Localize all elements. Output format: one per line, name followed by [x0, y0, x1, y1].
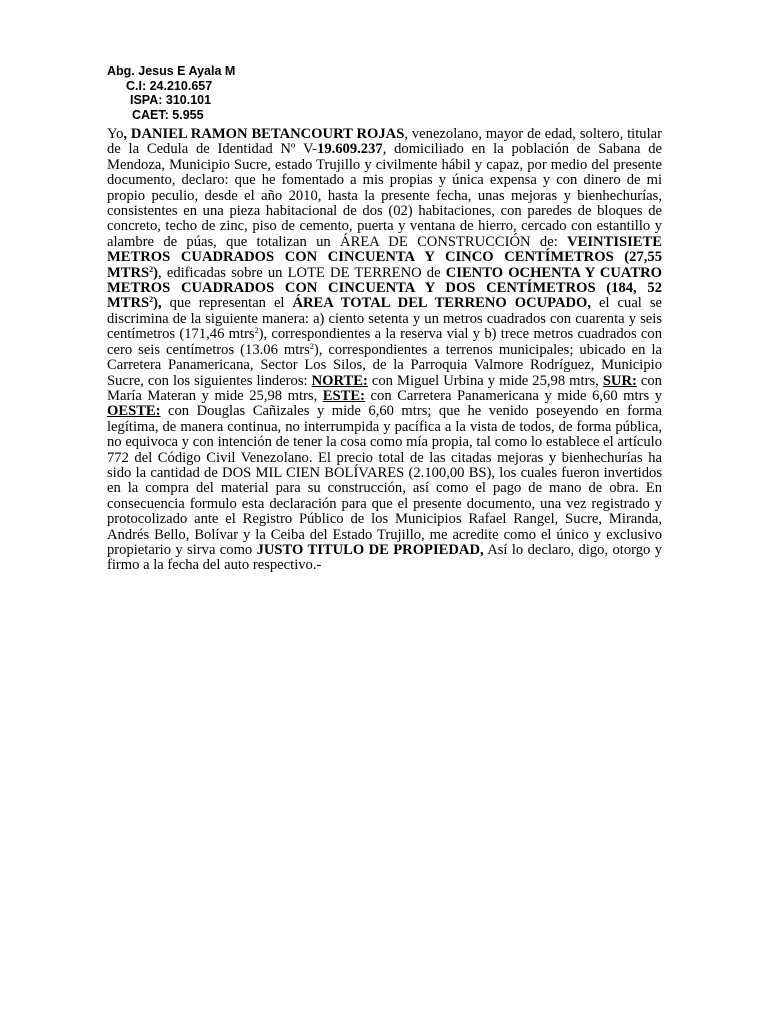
- lawyer-caet: CAET: 5.955: [132, 107, 204, 122]
- text-segment: el cual se discrimina de la siguiente manera: a) ciento setenta y un metros cuadrados con cuarenta y seis centímetros (171,46 mtrs: [107, 295, 662, 343]
- boundary-east: ESTE:: [322, 387, 365, 404]
- lawyer-header: [107, 64, 235, 122]
- declaration-body: [107, 127, 662, 574]
- lawyer-ci: C.I: 24.210.657: [126, 78, 213, 93]
- text-segment: , edificadas sobre un LOTE DE TERRENO de: [158, 264, 446, 281]
- text-segment: VEINTISIETE METROS CUADRADOS CON CINCUENTA Y CINCO CENTÍMETROS (27,55 MTRS: [107, 233, 662, 281]
- superscript: 2: [254, 326, 259, 336]
- superscript: 2: [149, 264, 154, 274]
- text-segment: con María Materan y mide 25,98 mtrs,: [107, 372, 662, 404]
- superscript: 2: [149, 295, 154, 305]
- text-segment: ): [153, 264, 159, 281]
- text-segment: , venezolano, mayor de edad, soltero, titular de la Cedula de Identidad Nº V-: [107, 126, 662, 158]
- lawyer-name: Abg. Jesus E Ayala M: [107, 64, 236, 78]
- title-of-property: JUSTO TITULO DE PROPIEDAD,: [256, 541, 484, 558]
- text-segment: ), correspondientes a terrenos municipales; ubicado en la Carretera Panamericana, Sector Los Silos, de la Parroquia Valmore Rodríguez, Municipio Sucre, con los siguientes linderos:: [107, 341, 662, 389]
- total-area-label: ÁREA TOTAL DEL TERRENO OCUPADO,: [292, 295, 592, 312]
- text-segment: CIENTO OCHENTA Y CUATRO METROS CUADRADOS CON CINCUENTA Y DOS CENTÍMETROS (184, 52 MTRS: [107, 264, 662, 312]
- id-number: 19.609.237: [317, 141, 383, 158]
- text-segment: que representan el: [161, 295, 293, 312]
- text-segment: , domiciliado en la población de Sabana de Mendoza, Municipio Sucre, estado Trujillo y civilmente hábil y capaz, por medio del presente documento, declaro: que he fomentado a mis propias y única expensa y con dinero de mi propio peculio, desde el año 2010, hasta la presente fecha, unas mejoras y bienhechurías, consistentes en una pieza habitacional de dos (02) habitaciones, con paredes de bloques de concreto, techo de zinc, piso de cemento, puerta y ventana de hierro, cercado con estantillo y alambre de púas, que totalizan un ÁREA DE CONSTRUCCIÓN de:: [107, 141, 662, 250]
- text-segment: ),: [153, 295, 162, 312]
- text-segment: ), correspondientes a la reserva vial y b) trece metros cuadrados con cero seis centímetros (13.06 mtrs: [107, 326, 662, 358]
- text-segment: con Carretera Panamericana y mide 6,60 mtrs y: [364, 387, 662, 404]
- text-segment: con Miguel Urbina y mide 25,98 mtrs,: [367, 372, 603, 389]
- superscript: 2: [309, 341, 314, 351]
- boundary-north: NORTE:: [311, 372, 368, 389]
- boundary-west: OESTE:: [107, 403, 161, 420]
- text-segment: Yo: [107, 126, 124, 142]
- text-segment: con Douglas Cañizales y mide 6,60 mtrs; que he venido poseyendo en forma legítima, de manera continua, no interrumpida y pacífica a la vista de todos, de forma pública, no equivoca y con intención de tener la cosa como mía propia, tal como lo establece el artículo 772 del Código Civil Venezolano. El precio total de las citadas mejoras y bienhechurías ha sido la cantidad de DOS MIL CIEN BOLÍVARES (2.100,00 BS), los cuales fueron invertidos en la compra del material para su construcción, así como el pago de mano de obra. En consecuencia formulo esta declaración para que el presente documento, una vez registrado y protocolizado ante el Registro Público de los Municipios Rafael Rangel, Sucre, Miranda, Andrés Bello, Bolívar y la Ceiba del Estado Trujillo, me acredite como el único y exclusivo propietario y sirva como: [107, 403, 662, 558]
- lawyer-ispa: ISPA: 310.101: [130, 93, 212, 107]
- text-segment: Así lo declaro, digo, otorgo y firmo a la fecha del auto respectivo.-: [107, 541, 662, 574]
- boundary-south: SUR:: [602, 372, 637, 389]
- declarant-name: , DANIEL RAMON BETANCOURT ROJAS: [123, 126, 405, 142]
